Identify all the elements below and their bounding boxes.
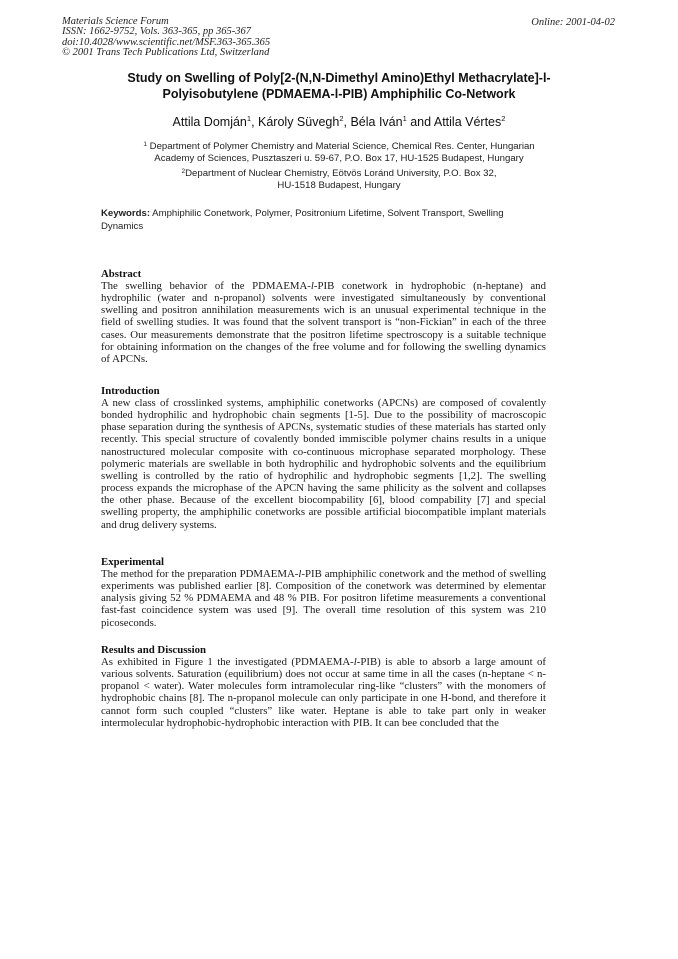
results-section — [101, 644, 546, 729]
keywords-text: Amphiphilic Conetwork, Polymer, Positronium Lifetime, Solvent Transport, Swelling Dynamics — [101, 208, 504, 232]
abstract-heading: Abstract — [101, 268, 142, 280]
copyright-line: © 2001 Trans Tech Publications Ltd, Switzerland — [62, 47, 270, 59]
affiliation-text: Department of Nuclear Chemistry, Eötvös Loránd University, P.O. Box 32, — [185, 168, 497, 179]
title-line-2: Polyisobutylene (PDMAEMA-l-PIB) Amphiphilic Co-Network — [162, 87, 516, 101]
results-text-italic: l — [353, 656, 357, 668]
author-list — [60, 114, 618, 129]
issn-line: ISSN: 1662-9752, Vols. 363-365, pp 365-367 — [62, 26, 251, 38]
affiliation-text: Department of Polymer Chemistry and Material Science, Chemical Res. Center, Hungarian — [149, 141, 535, 152]
experimental-text-part: -PIB amphiphilic conetwork and the method of swelling experiments was published earlier [8]. Composition of the conetwork was determined by elementar analysis giving 52 % PDMAEMA and 48 % PIB. For positron lifetime measurements a conventional fast-fast coincidence system was used [9]. The overall time resolution of this system was 210 picoseconds. — [101, 568, 546, 629]
affiliation-mark: 2 — [181, 168, 186, 175]
affiliation-text: Academy of Sciences, Pusztaszeri u. 59-67, P.O. Box 17, HU-1525 Budapest, Hungary — [154, 153, 524, 165]
experimental-heading: Experimental — [101, 556, 164, 568]
author-name: Attila Domján — [172, 115, 247, 129]
abstract-text-italic: l — [310, 280, 314, 292]
abstract-section — [101, 268, 546, 365]
author-affiliation-mark: 2 — [339, 114, 344, 123]
results-text-part: -PIB) is able to absorb a large amount of various solvents. Saturation (equilibrium) does not occur at same time in all the cases (n-heptane < n-propanol < water). Water molecules form intramolecular ring-like “clusters” with the monomers of hydrophobic chains [8]. The n-propanol molecule can only participate in one H-bond, and therefore it cannot form such coupled “clusters” like water. Heptane is able to take part only in weaker intermolecular hydrophobic-hydrophobic interaction with PIB. It can bee concluded that the — [101, 656, 546, 729]
title-line-1: Study on Swelling of Poly[2-(N,N-Dimethyl Amino)Ethyl Methacrylate]-l- — [127, 71, 551, 85]
paper-title — [95, 70, 583, 102]
author-name: Attila Vértes — [433, 115, 502, 129]
author-name: Károly Süvegh — [258, 115, 340, 129]
keywords-label: Keywords: — [101, 208, 151, 219]
affiliation-text: HU-1518 Budapest, Hungary — [277, 180, 401, 192]
author-affiliation-mark: 2 — [501, 114, 506, 123]
experimental-text — [101, 568, 546, 629]
introduction-text: A new class of crosslinked systems, amphiphilic conetworks (APCNs) are composed of covalently bonded hydrophilic and hydrophobic chain segments [1-5]. Due to the possibility of macroscopic phase separation during the synthesis of APCNs, systematic studies of these materials has started only recently. This special structure of covalently bonded immiscible polymer chains results in a unique nanostructured molecular composite with co-continuous microphase separated morphology. These polymeric materials are swellable in both hydrophilic and hydrophobic solvents and the equilibrium swelling is controlled by the ratio of hydrophilic and hydrophobic segments [1,2]. The swelling process expands the microphase of the APCN having the same philicity as the solvent and collapses the other phase. Because of the excellent biocompability [6], blood compability [7] and special swelling property, the amphiphilic conetworks are possible artificial biocompatible implant materials and drug delivery systems. — [101, 397, 546, 531]
author-separator: and — [406, 115, 434, 129]
introduction-section — [101, 385, 546, 531]
author-separator: , — [343, 115, 351, 129]
abstract-text-part: The swelling behavior of the PDMAEMA- — [101, 280, 311, 292]
journal-header — [62, 17, 270, 59]
experimental-text-italic: l — [298, 568, 302, 580]
results-text — [101, 656, 546, 729]
affiliation-line — [90, 166, 588, 180]
keywords — [101, 208, 541, 234]
author-affiliation-mark: 1 — [246, 114, 252, 123]
abstract-text — [101, 280, 546, 365]
results-heading: Results and Discussion — [101, 644, 207, 656]
author-separator: , — [251, 115, 259, 129]
abstract-text-part: -PIB conetwork in hydrophobic (n-heptane) and hydrophilic (water and n-propanol) solvents were investigated simultaneously by conventional swelling and positron annihilation measurements wich is an unusual experimental technique in the field of swelling studies. It was found that the solvent transport is “non-Fickian” in each of the three cases. Our measurements demonstrate that the positron lifetime spectroscopy is a suitable technique for obtaining information on the changes of the free volume and for following the swelling dynamics of APCNs. — [101, 280, 546, 365]
journal-name: Materials Science Forum — [62, 16, 169, 27]
introduction-heading: Introduction — [101, 385, 160, 397]
author-name: Béla Iván — [350, 115, 403, 129]
experimental-section — [101, 556, 546, 629]
author-affiliation-mark: 1 — [402, 114, 407, 123]
affiliation-mark: 1 — [143, 141, 147, 148]
experimental-text-part: The method for the preparation PDMAEMA- — [101, 568, 299, 580]
affiliation-1 — [90, 139, 588, 165]
doi-line: doi:10.4028/www.scientific.net/MSF.363-365.365 — [62, 36, 271, 48]
affiliation-line — [90, 139, 588, 153]
affiliation-2 — [90, 166, 588, 192]
results-text-part: As exhibited in Figure 1 the investigated (PDMAEMA- — [101, 656, 354, 668]
online-date: Online: 2001-04-02 — [531, 17, 615, 28]
